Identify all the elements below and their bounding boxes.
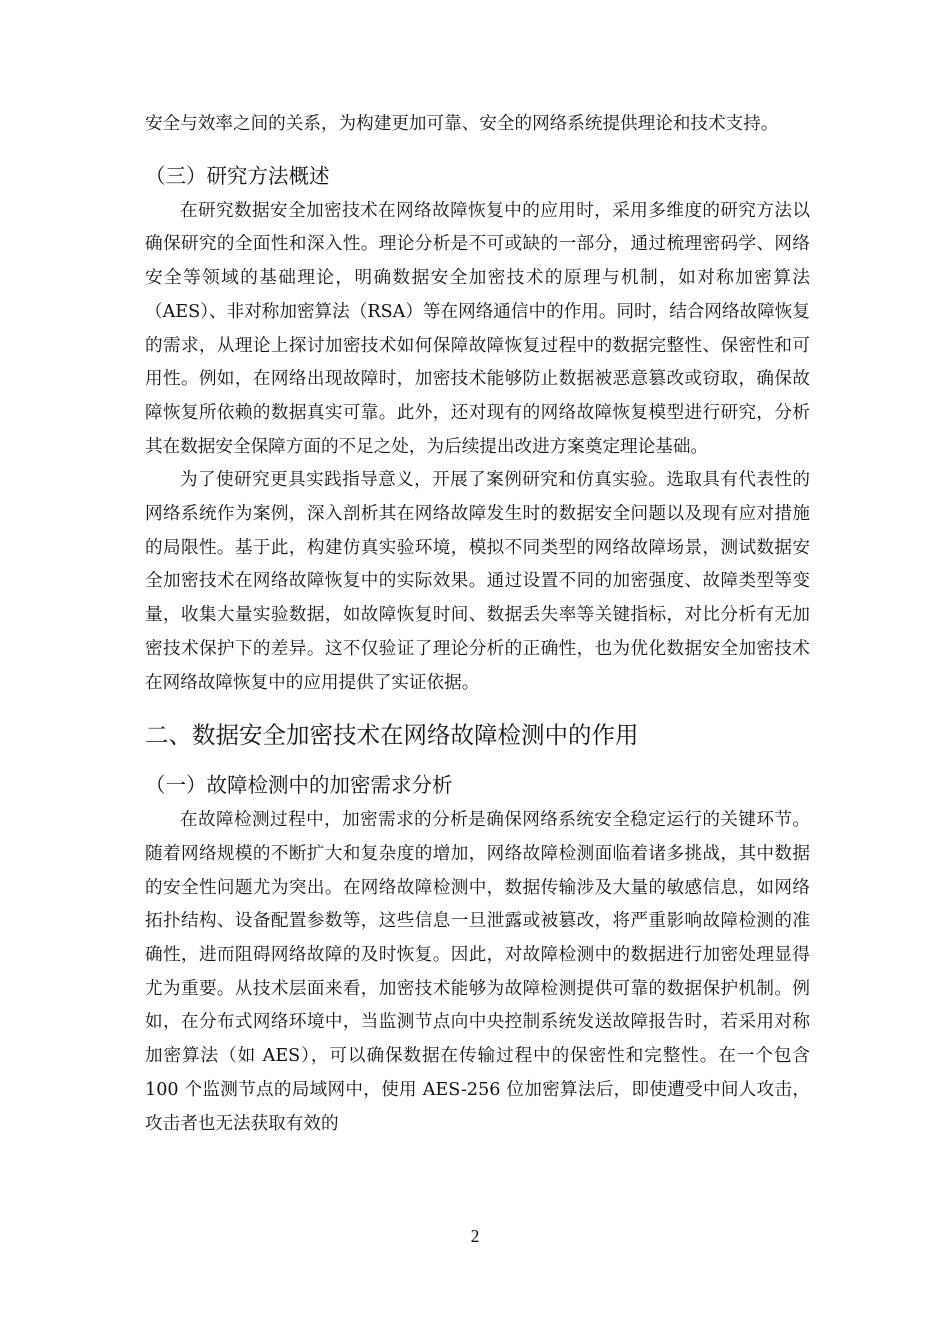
heading-research-methods: （三）研究方法概述 — [145, 163, 330, 188]
heading-section-2-1: （一）故障检测中的加密需求分析 — [145, 773, 453, 798]
page-number: 2 — [470, 1226, 480, 1246]
paragraph-case-study: 为了使研究更具实践指导意义，开展了案例研究和仿真实验。选取具有代表性的网络系统作为案例，深入剖析其在网络故障发生时的数据安全问题以及现有应对措施的局限性。基于此，构建仿真实验环境，模拟不同类型的网络故障场景，测试数据安全加密技术在网络故障恢复中的实际效果。通过设置不同的加密强度、故障类型等变量，收集大量实验数据，如故障恢复时间、数据丢失率等关键指标，对比分析有无加密技术保护下的差异。这不仅验证了理论分析的正确性，也为优化数据安全加密技术在网络故障恢复中的应用提供了实证依据。 — [145, 470, 810, 693]
paragraph-intro-tail: 安全与效率之间的关系，为构建更加可靠、安全的网络系统提供理论和技术支持。 — [145, 114, 779, 134]
paragraph-encryption-needs: 在故障检测过程中，加密需求的分析是确保网络系统安全稳定运行的关键环节。随着网络规模的不断扩大和复杂度的增加，网络故障检测面临着诸多挑战，其中数据的安全性问题尤为突出。在网络故障检测中，数据传输涉及大量的敏感信息，如网络拓扑结构、设备配置参数等，这些信息一旦泄露或被篡改，将严重影响故障检测的准确性，进而阻碍网络故障的及时恢复。因此，对故障检测中的数据进行加密处理显得尤为重要。从技术层面来看，加密技术能够为故障检测提供可靠的数据保护机制。例如，在分布式网络环境中，当监测节点向中央控制系统发送故障报告时，若采用对称加密算法（如 AES），可以确保数据在传输过程中的保密性和完整性。在一个包含 100 个监测节点的局域网中，使用 AES-256 位加密算法后，即使遭受中间人攻击，攻击者也无法获取有效的 — [145, 810, 810, 1134]
heading-section-2: 二、数据安全加密技术在网络故障检测中的作用 — [145, 721, 639, 750]
document-page — [145, 108, 810, 1141]
paragraph-theory-analysis: 在研究数据安全加密技术在网络故障恢复中的应用时，采用多维度的研究方法以确保研究的全面性和深入性。理论分析是不可或缺的一部分，通过梳理密码学、网络安全等领域的基础理论，明确数据安全加密技术的原理与机制，如对称加密算法（AES）、非对称加密算法（RSA）等在网络通信中的作用。同时，结合网络故障恢复的需求，从理论上探讨加密技术如何保障故障恢复过程中的数据完整性、保密性和可用性。例如，在网络出现故障时，加密技术能够防止数据被恶意篡改或窃取，确保故障恢复所依赖的数据真实可靠。此外，还对现有的网络故障恢复模型进行研究，分析其在数据安全保障方面的不足之处，为后续提出改进方案奠定理论基础。 — [145, 200, 810, 457]
